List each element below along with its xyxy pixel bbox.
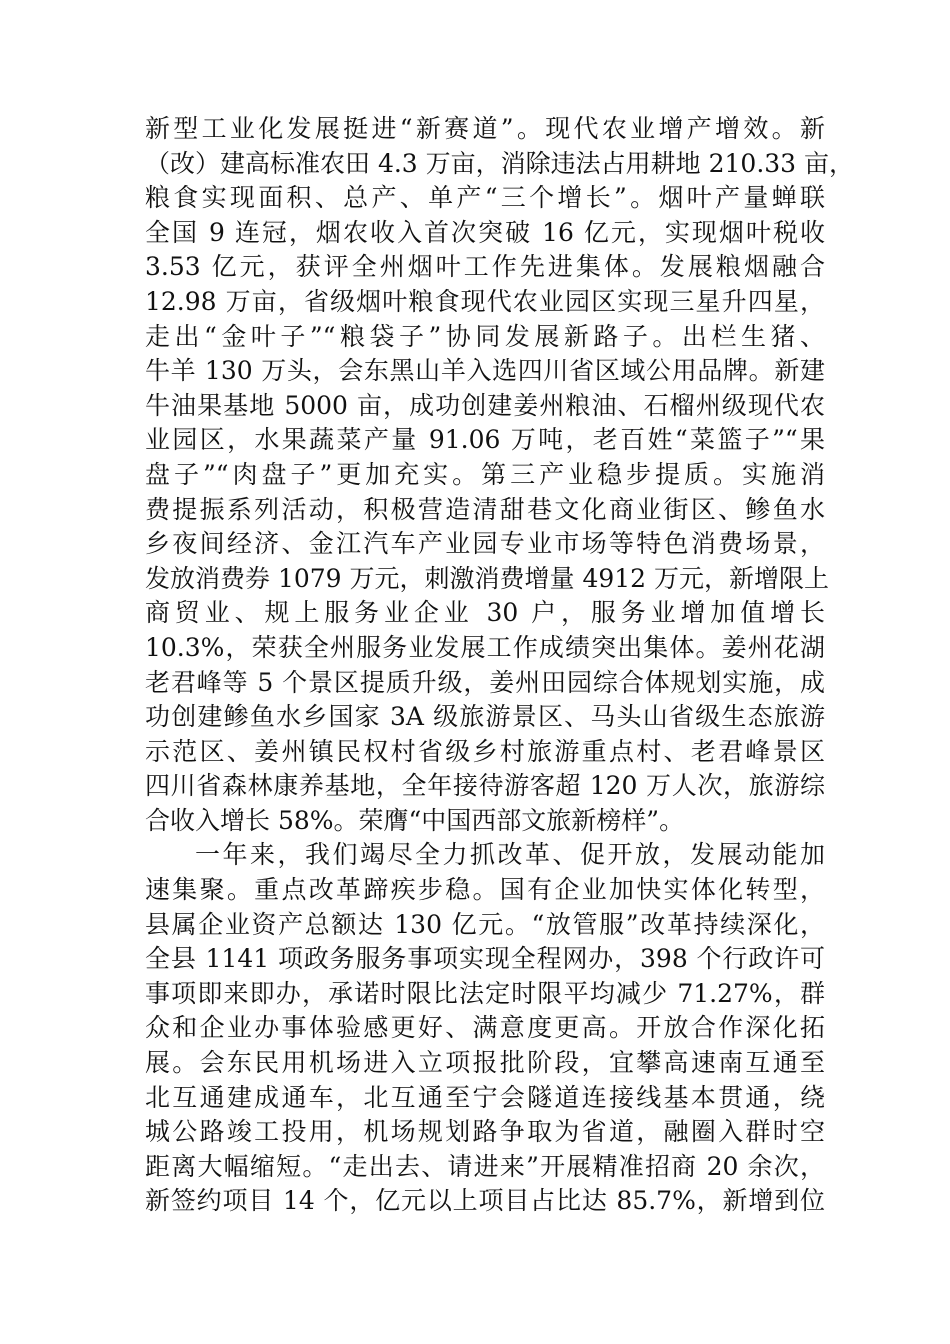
- text-line: 速集聚。重点改革蹄疾步稳。国有企业加快实体化转型，: [145, 875, 825, 905]
- text-line: 县属企业资产总额达 130 亿元。“放管服”改革持续深化，: [145, 909, 825, 939]
- text-line: 牛油果基地 5000 亩，成功创建姜州粮油、石榴州级现代农: [145, 390, 825, 420]
- text-line: 四川省森林康养基地，全年接待游客超 120 万人次，旅游综: [145, 771, 825, 801]
- text-line: 粮食实现面积、总产、单产“三个增长”。烟叶产量蝉联: [145, 183, 825, 213]
- text-line: 业园区，水果蔬菜产量 91.06 万吨，老百姓“菜篮子”“果: [145, 425, 825, 455]
- text-line: 事项即来即办，承诺时限比法定时限平均减少 71.27%，群: [145, 978, 825, 1008]
- text-line: 示范区、姜州镇民权村省级乡村旅游重点村、老君峰景区: [145, 736, 825, 766]
- text-line: 众和企业办事体验感更好、满意度更高。开放合作深化拓: [145, 1013, 825, 1043]
- text-line: 牛羊 130 万头，会东黑山羊入选四川省区域公用品牌。新建: [145, 356, 825, 386]
- text-line: 距离大幅缩短。“走出去、请进来”开展精准招商 20 余次，: [145, 1151, 825, 1181]
- paragraph-first-line: 一年来，我们竭尽全力抓改革、促开放，发展动能加: [195, 840, 825, 870]
- text-line: 城公路竣工投用，机场规划路争取为省道，融圈入群时空: [145, 1117, 825, 1147]
- text-line: 商贸业、规上服务业企业 30 户，服务业增加值增长: [145, 598, 825, 628]
- text-line: 新型工业化发展挺进“新赛道”。现代农业增产增效。新: [145, 114, 825, 143]
- text-line: 新签约项目 14 个，亿元以上项目占比达 85.7%，新增到位: [145, 1186, 825, 1216]
- text-line: 老君峰等 5 个景区提质升级，姜州田园综合体规划实施，成: [145, 667, 825, 697]
- text-line: 功创建鲹鱼水乡国家 3A 级旅游景区、马头山省级生态旅游: [145, 702, 825, 732]
- text-line: 12.98 万亩，省级烟叶粮食现代农业园区实现三星升四星，: [145, 286, 825, 316]
- text-line: 盘子”“肉盘子”更加充实。第三产业稳步提质。实施消: [145, 459, 825, 489]
- text-line: 展。会东民用机场进入立项报批阶段，宜攀高速南互通至: [145, 1048, 825, 1078]
- text-line: 全国 9 连冠，烟农收入首次突破 16 亿元，实现烟叶税收: [145, 217, 825, 247]
- text-line: （改）建高标准农田 4.3 万亩，消除违法占用耕地 210.33 亩，: [145, 148, 855, 178]
- text-line: 北互通建成通车，北互通至宁会隧道连接线基本贯通，绕: [145, 1082, 825, 1112]
- text-line: 全县 1141 项政务服务事项实现全程网办，398 个行政许可: [145, 944, 825, 974]
- paragraph-end-line: 合收入增长 58%。荣膺“中国西部文旅新榜样”。: [145, 805, 685, 835]
- text-line: 3.53 亿元，获评全州烟叶工作先进集体。发展粮烟融合: [145, 252, 825, 282]
- text-line: 费提振系列活动，积极营造清甜巷文化商业街区、鲹鱼水: [145, 494, 825, 524]
- text-line: 10.3%，荣获全州服务业发展工作成绩突出集体。姜州花湖: [145, 632, 825, 662]
- text-line: 发放消费券 1079 万元，刺激消费增量 4912 万元，新增限上: [145, 563, 830, 593]
- body-text: [145, 112, 855, 1219]
- text-line: 乡夜间经济、金江汽车产业园专业市场等特色消费场景，: [145, 529, 825, 559]
- text-line: 走出“金叶子”“粮袋子”协同发展新路子。出栏生猪、: [145, 321, 825, 351]
